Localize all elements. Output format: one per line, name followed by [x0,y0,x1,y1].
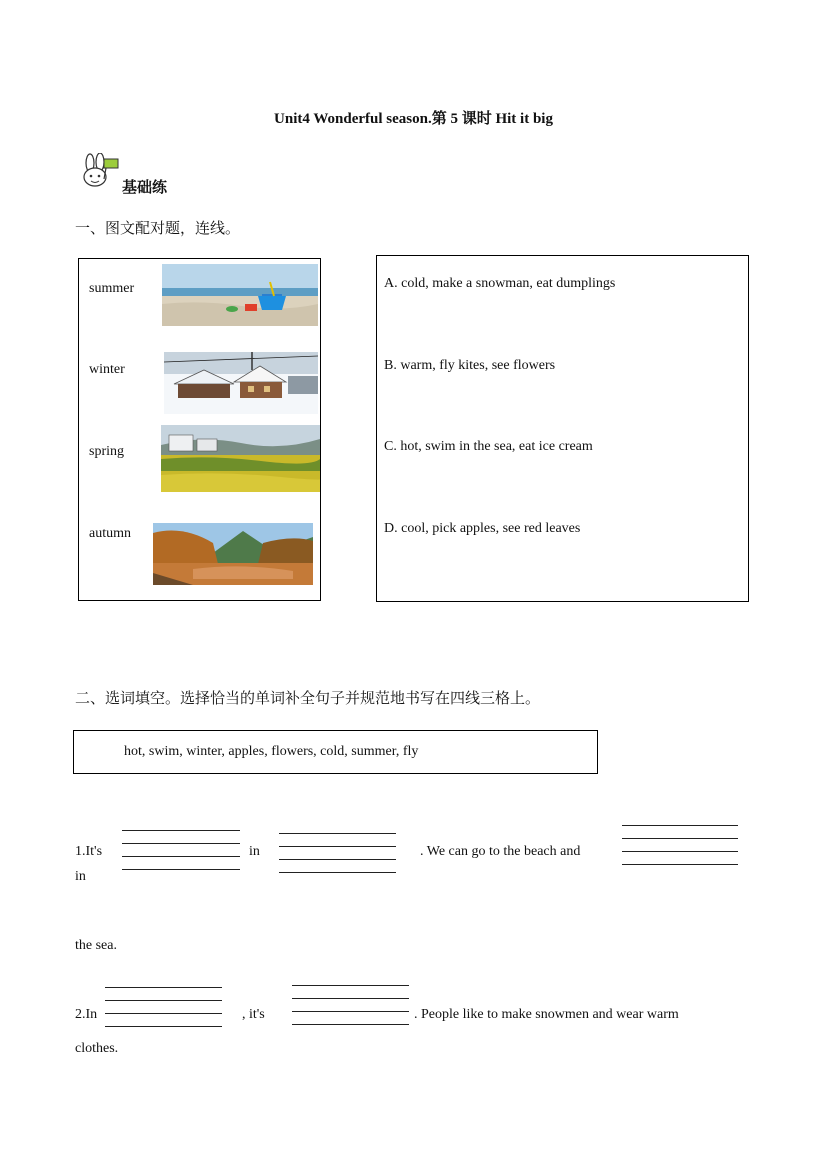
options-box [376,255,749,602]
four-line-blank-4[interactable] [105,987,222,1027]
sentence2-part-a: 2.In [75,1007,98,1022]
sentence2-part-d: clothes. [75,1041,119,1056]
section-label: 基础练 [122,180,168,196]
page-title: Unit4 Wonderful season.第 5 课时 Hit it big [274,111,553,127]
four-line-blank-2[interactable] [279,833,396,873]
four-line-blank-3[interactable] [622,825,738,865]
option-b: B. warm, fly kites, see flowers [384,358,556,373]
season-label-spring: spring [89,444,124,459]
sentence1-part-e: the sea. [75,938,117,953]
part2-heading: 二、选词填空。选择恰当的单词补全句子并规范地书写在四线三格上。 [75,689,541,707]
sentence2-part-b: , it's [242,1007,265,1022]
option-d: D. cool, pick apples, see red leaves [384,521,581,536]
season-label-autumn: autumn [89,526,131,541]
sentence1-part-b: in [249,844,260,859]
four-line-blank-1[interactable] [122,830,240,870]
autumn-valley-picture [153,523,313,585]
sentence1-part-d: in [75,869,86,884]
option-a: A. cold, make a snowman, eat dumplings [384,276,616,291]
sentence1-part-a: 1.It's [75,844,103,859]
part1-heading: 一、图文配对题，连线。 [75,219,241,237]
season-label-winter: winter [89,362,125,377]
four-line-blank-5[interactable] [292,985,409,1025]
rabbit-mascot-icon [76,153,120,189]
beach-picture [162,264,318,326]
word-bank: hot, swim, winter, apples, flowers, cold, summer, fly [124,744,419,759]
snowy-village-picture [164,352,318,414]
option-c: C. hot, swim in the sea, eat ice cream [384,439,593,454]
sentence2-part-c: . People like to make snowmen and wear warm [414,1007,679,1022]
season-label-summer: summer [89,281,135,296]
sentence1-part-c: . We can go to the beach and [420,844,581,859]
flower-field-picture [161,425,320,492]
